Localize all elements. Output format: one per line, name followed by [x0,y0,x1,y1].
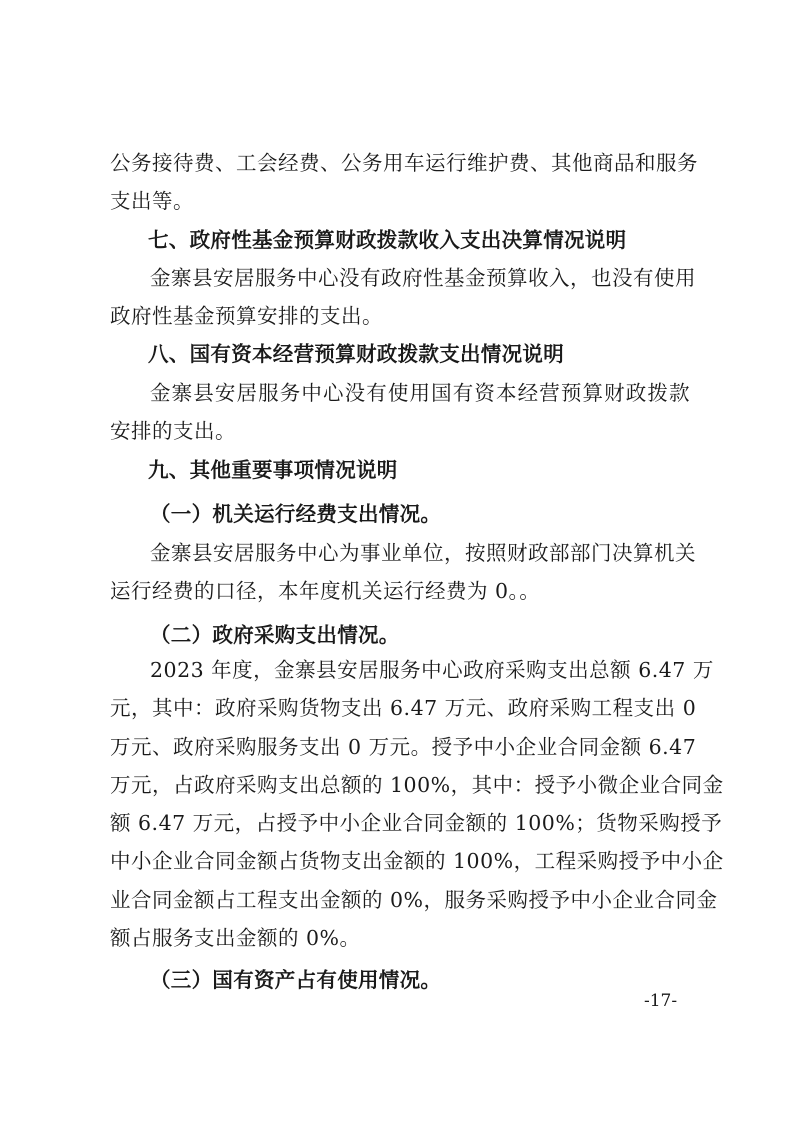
body-line: 公务接待费、工会经费、公务用车运行维护费、其他商品和服务 [110,151,698,175]
body-line: 政府性基金预算安排的支出。 [110,304,383,328]
body-line: 运行经费的口径，本年度机关运行经费为 0。。 [110,579,541,603]
body-line: 额 6.47 万元，占授予中小企业合同金额的 100%；货物采购授予 [110,811,723,835]
body-line: 额占服务支出金额的 0%。 [110,926,361,950]
page-number: -17- [644,991,678,1011]
body-line: 2023 年度，金寨县安居服务中心政府采购支出总额 6.47 万 [150,658,714,682]
subsection-heading-3: （三）国有资产占有使用情况。 [150,968,442,992]
body-line: 元，其中：政府采购货物支出 6.47 万元、政府采购工程支出 0 [110,696,697,720]
subsection-heading-1: （一）机关运行经费支出情况。 [150,502,442,526]
body-line: 中小企业合同金额占货物支出金额的 100%，工程采购授予中小企 [110,849,724,873]
body-line: 安排的支出。 [110,419,236,443]
subsection-heading-2: （二）政府采购支出情况。 [150,623,400,647]
body-line: 金寨县安居服务中心没有政府性基金预算收入，也没有使用 [150,266,696,290]
body-line: 金寨县安居服务中心为事业单位，按照财政部部门决算机关 [150,541,696,565]
body-line: 万元、政府采购服务支出 0 万元。授予中小企业合同金额 6.47 [110,735,697,759]
body-line: 万元，占政府采购支出总额的 100%，其中：授予小微企业合同金 [110,773,724,797]
body-line: 业合同金额占工程支出金额的 0%，服务采购授予中小企业合同金 [110,888,718,912]
section-heading-7: 七、政府性基金预算财政拨款收入支出决算情况说明 [148,228,627,252]
section-heading-8: 八、国有资本经营预算财政拨款支出情况说明 [148,342,564,366]
body-line: 金寨县安居服务中心没有使用国有资本经营预算财政拨款 [150,381,690,405]
body-line: 支出等。 [110,189,194,213]
section-heading-9: 九、其他重要事项情况说明 [148,458,398,482]
